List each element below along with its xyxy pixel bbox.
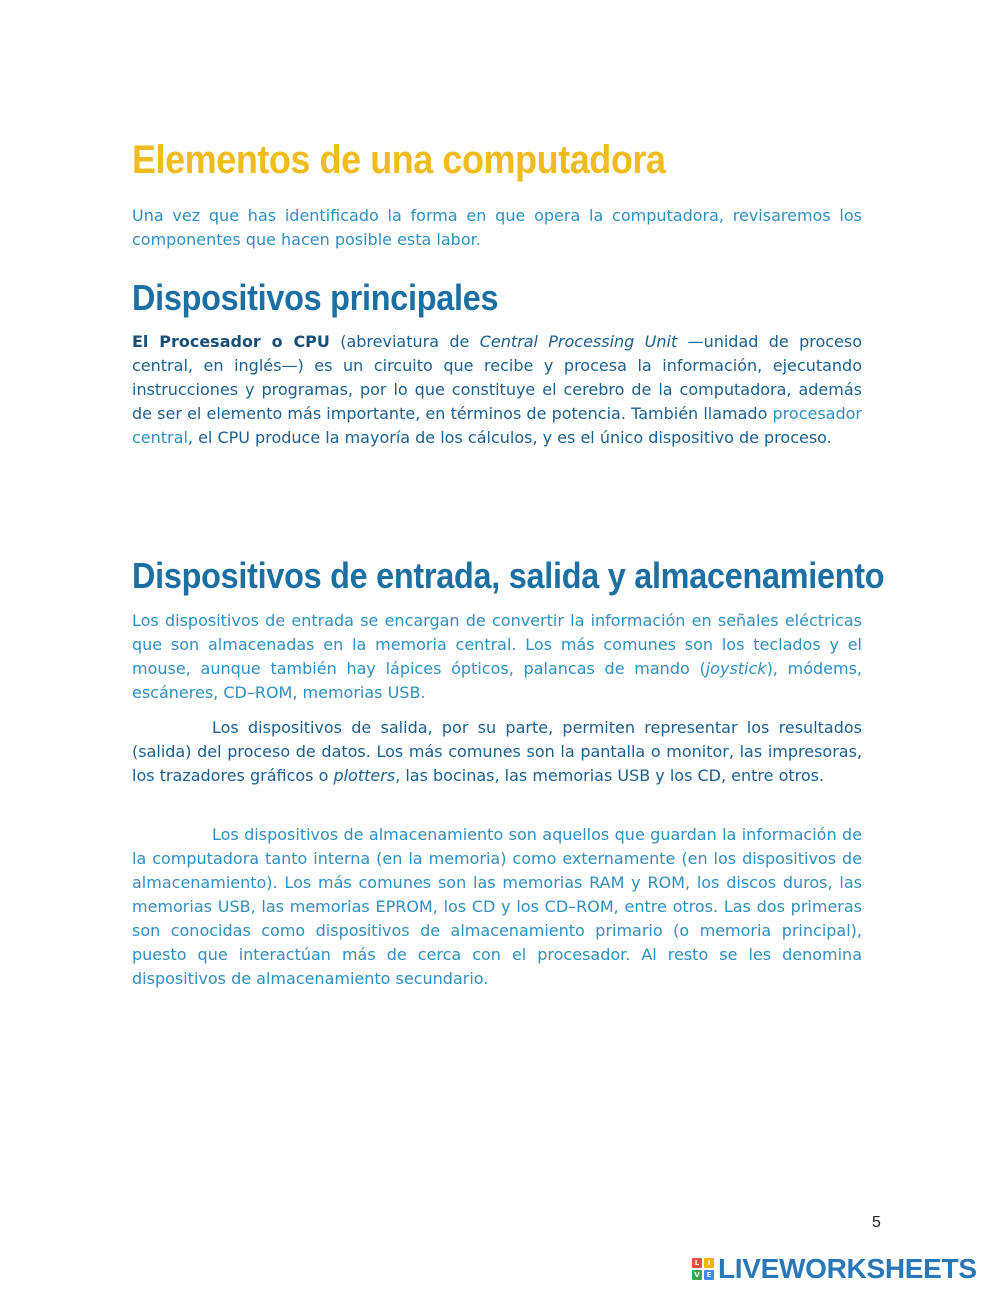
section-heading-entrada-salida: Dispositivos de entrada, salida y almacenamiento — [132, 555, 885, 596]
liveworksheets-logo[interactable] — [692, 1252, 977, 1286]
cpu-text-3: procesador central — [132, 404, 862, 447]
output-italic: plotters — [333, 766, 396, 785]
intro-paragraph: Una vez que has identificado la forma en que opera la computadora, revisaremos los componentes que hacen posible esta labor. — [132, 206, 862, 249]
input-italic: joystick — [705, 659, 767, 678]
input-text-a: Los dispositivos de entrada se encargan de convertir la información en señales eléctricas que son almacenadas en la memoria central. Los más comunes son los teclados y el mouse, aunque también hay lápices ópticos, palancas de mando ( — [132, 611, 862, 678]
output-text-a: Los dispositivos de salida, por su parte, permiten representar los resultados (salida) del proceso de datos. Los más comunes son la pantalla o monitor, las impresoras, los trazadores gráficos o — [132, 718, 862, 785]
storage-devices-paragraph — [132, 823, 862, 991]
cpu-text-1: (abreviatura de — [329, 332, 480, 351]
input-text-b: ), módems, escáneres, CD–ROM, memorias USB. — [132, 659, 863, 702]
mark-letter: I — [704, 1258, 714, 1268]
liveworksheets-mark-icon — [692, 1258, 714, 1280]
cpu-text-2: —unidad de proceso central, en inglés—) es un circuito que recibe y procesa la información, ejecutando instrucciones y programas, por lo que constituye el cerebro de la computadora, además de ser el elemento más importante, en términos de potencia. También llamado — [132, 332, 863, 423]
mark-letter: E — [704, 1270, 714, 1280]
input-devices-paragraph — [132, 609, 862, 705]
logo-text: LIVEWORKSHEETS — [718, 1253, 977, 1284]
cpu-lead: El Procesador o CPU — [132, 332, 330, 351]
page-number: 5 — [872, 1214, 881, 1231]
page-title: Elementos de una computadora — [132, 138, 666, 182]
mark-letter: L — [692, 1258, 702, 1268]
mark-letter: V — [692, 1270, 702, 1280]
cpu-paragraph — [132, 330, 862, 450]
output-devices-paragraph — [132, 716, 862, 788]
storage-text: Los dispositivos de almacenamiento son aquellos que guardan la información de la computadora tanto interna (en la memoria) como externamente (en los dispositivos de almacenamiento). Los más comunes son las memorias RAM y ROM, los discos duros, las memorias USB, las memorias EPROM, los CD y los CD–ROM, entre otros. Las dos primeras son conocidas como dispositivos de almacenamiento primario (o memoria principal), puesto que interactúan más de cerca con el procesador. Al resto se les denomina dispositivos de almacenamiento secundario. — [132, 825, 862, 988]
cpu-text-4: , el CPU produce la mayoría de los cálculos, y es el único dispositivo de proceso. — [187, 428, 832, 447]
output-text-b: , las bocinas, las memorias USB y los CD, entre otros. — [395, 766, 825, 785]
section-heading-principales: Dispositivos principales — [132, 277, 499, 318]
cpu-italic: Central Processing Unit — [479, 332, 678, 351]
